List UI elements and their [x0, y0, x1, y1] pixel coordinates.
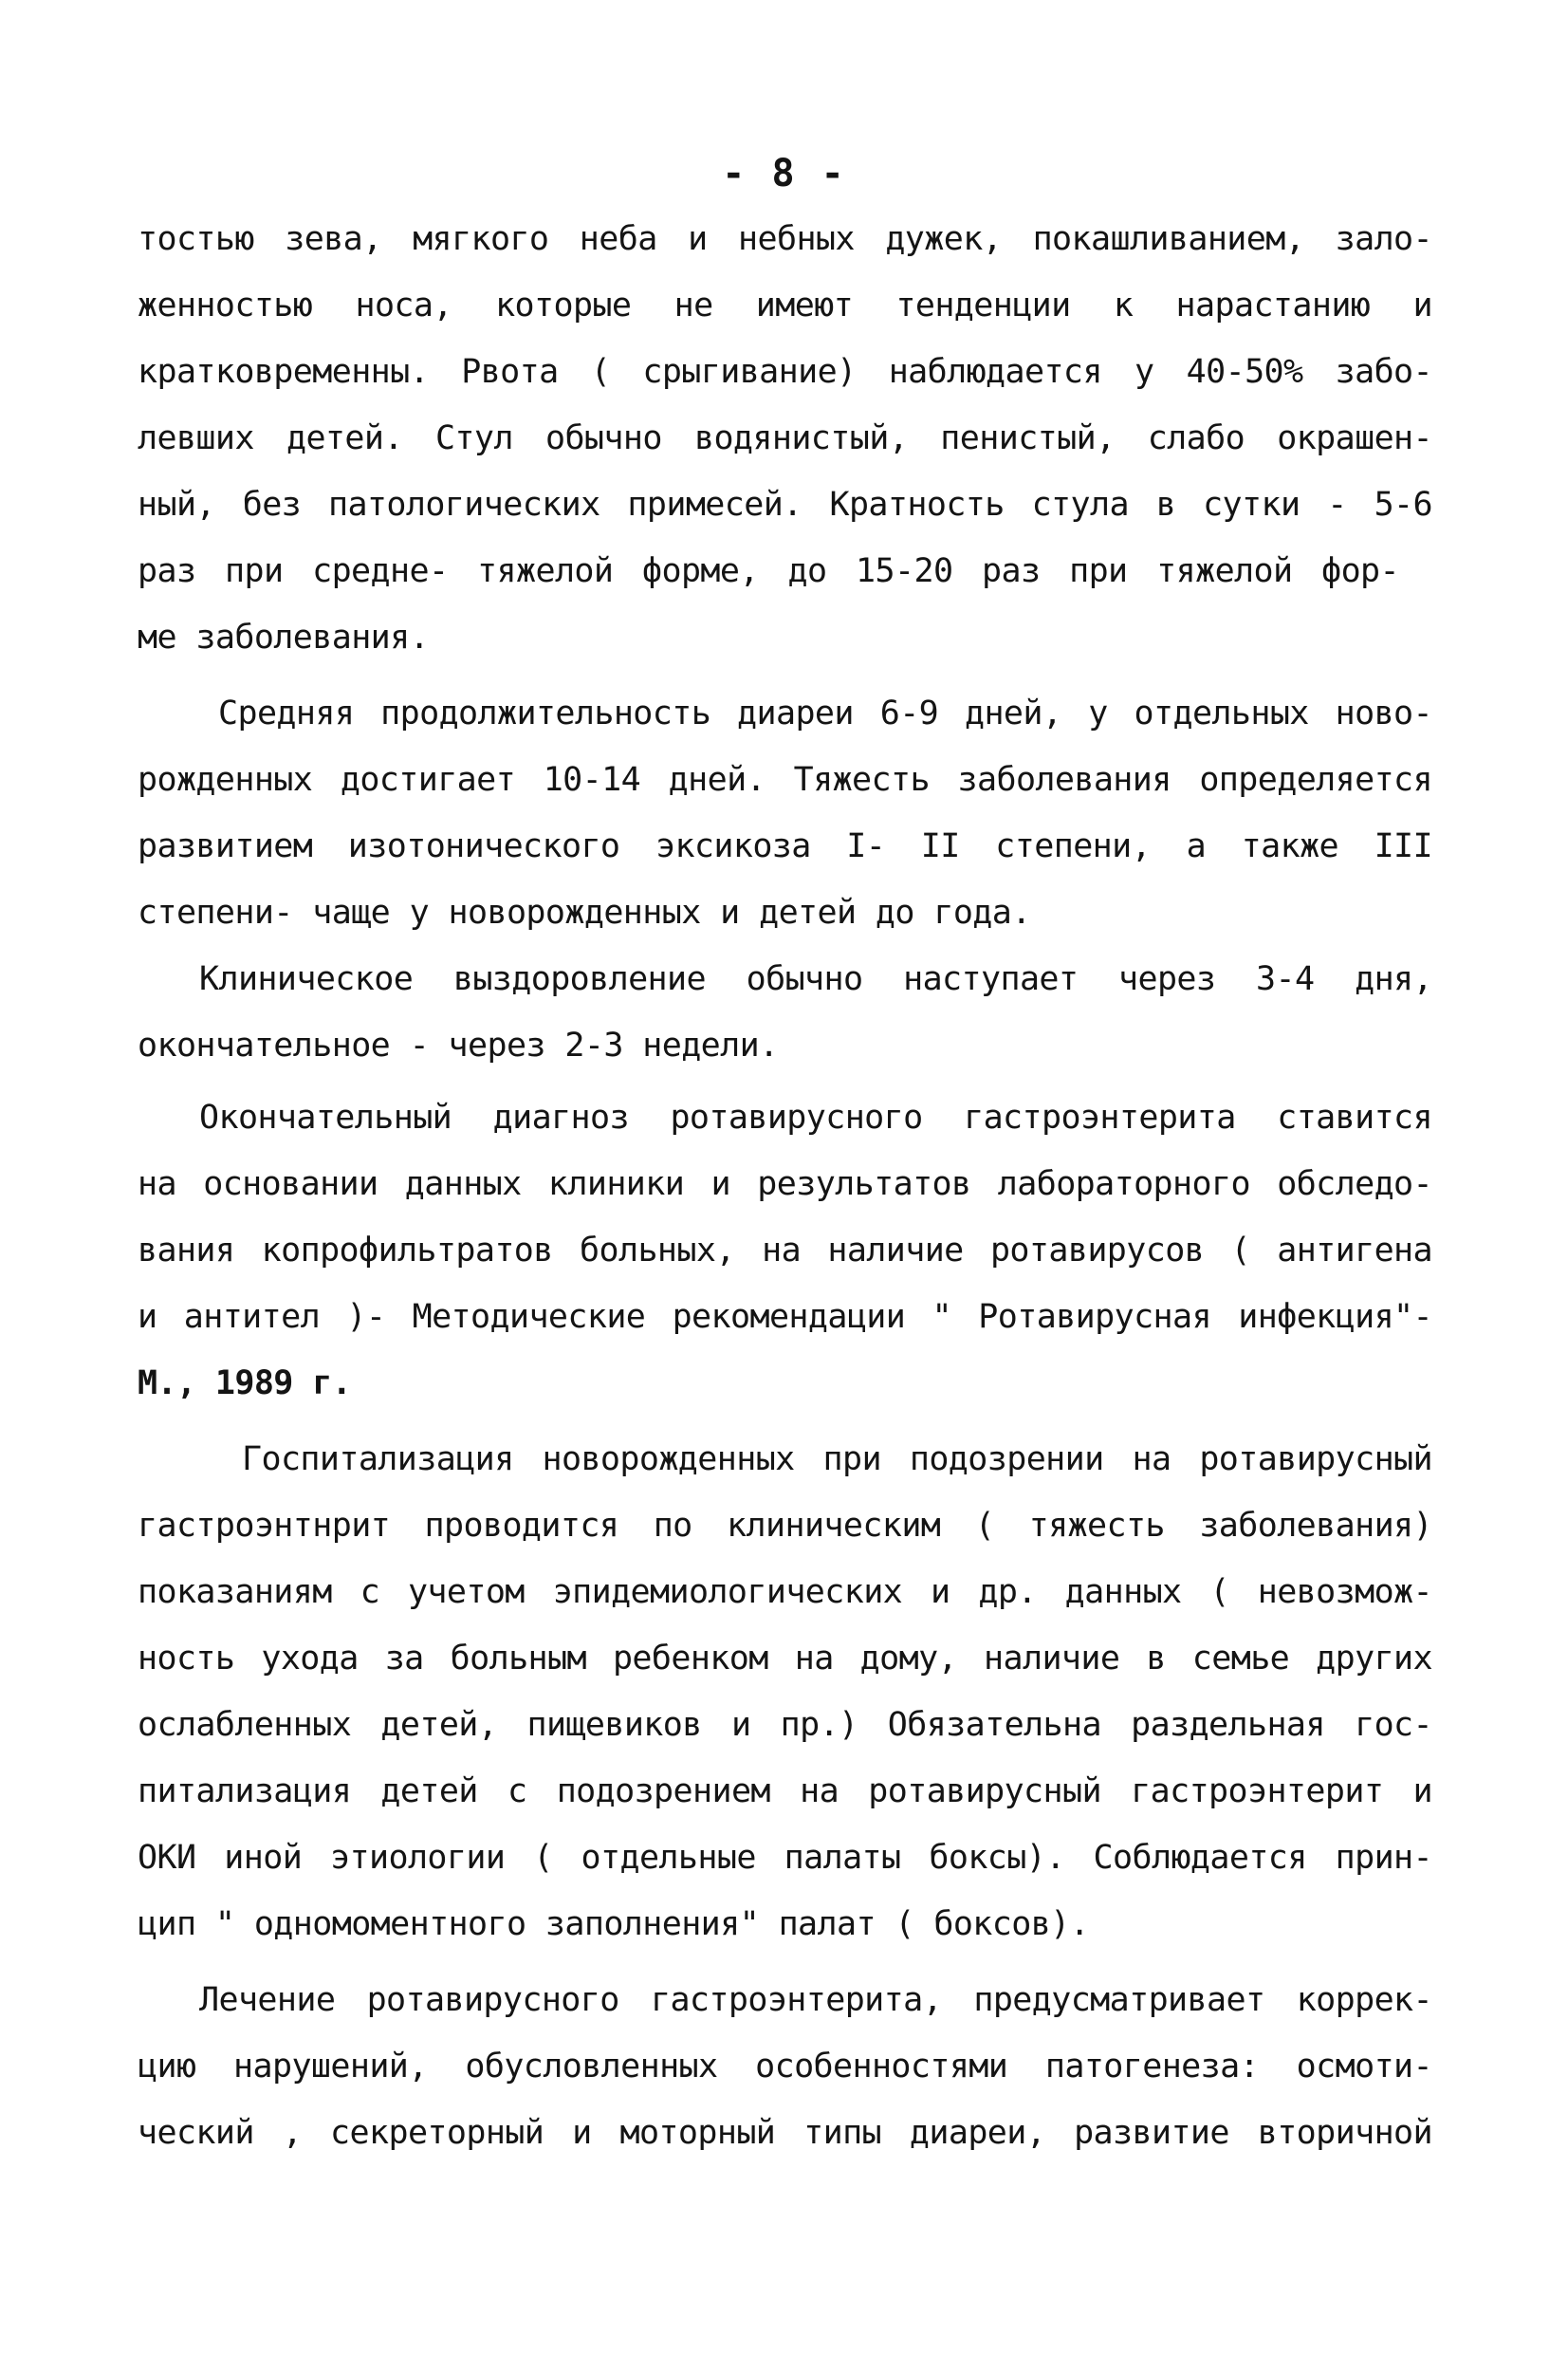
text-line: цию нарушений, обусловленных особенностями патогенеза: осмоти- [138, 2048, 1432, 2085]
text-line: гастроэнтнрит проводится по клиническим ( тяжесть заболевания) [138, 1507, 1432, 1545]
text-line: ослабленных детей, пищевиков и пр.) Обязательна раздельная гос- [138, 1706, 1432, 1744]
text-line: М., 1989 г. [138, 1364, 352, 1402]
text-line: окончательное - через 2-3 недели. [138, 1027, 779, 1065]
text-line: Средняя продолжительность диареи 6-9 дней, у отдельных ново- [218, 695, 1432, 732]
text-line: Лечение ротавирусного гастроэнтерита, предусматривает коррек- [199, 1981, 1432, 2019]
text-line: кратковременны. Рвота ( срыгивание) наблюдается у 40-50% забо- [138, 353, 1432, 391]
text-line: ный, без патологических примесей. Кратность стула в сутки - 5-6 [138, 486, 1432, 524]
text-line: раз при средне- тяжелой форме, до 15-20 раз при тяжелой фор- [138, 552, 1399, 590]
text-line: степени- чаще у новорожденных и детей до года. [138, 894, 1031, 932]
text-line: ность ухода за больным ребенком на дому, наличие в семье других [138, 1640, 1432, 1677]
text-line: вания копрофильтратов больных, на наличие ротавирусов ( антигена [138, 1232, 1432, 1270]
text-line: рожденных достигает 10-14 дней. Тяжесть заболевания определяется [138, 761, 1432, 799]
text-line: Госпитализация новорожденных при подозрении на ротавирусный [242, 1440, 1432, 1478]
text-line: Клиническое выздоровление обычно наступает через 3-4 дня, [199, 960, 1432, 998]
text-line: ОКИ иной этиологии ( отдельные палаты боксы). Соблюдается прин- [138, 1839, 1432, 1877]
text-line: развитием изотонического эксикоза I- II степени, а также III [138, 827, 1432, 865]
text-line: цип " одномоментного заполнения" палат ( боксов). [138, 1905, 1090, 1943]
text-line: ме заболевания. [138, 619, 430, 657]
page-number: - 8 - [722, 152, 846, 195]
text-line: Окончательный диагноз ротавирусного гастроэнтерита ставится [199, 1099, 1432, 1137]
text-line: тостью зева, мягкого неба и небных дужек, покашливанием, зало- [138, 220, 1432, 258]
text-line: показаниям с учетом эпидемиологических и др. данных ( невозмож- [138, 1573, 1432, 1611]
text-line: левших детей. Стул обычно водянистый, пенистый, слабо окрашен- [138, 419, 1432, 457]
text-line: на основании данных клиники и результатов лабораторного обследо- [138, 1165, 1432, 1203]
text-line: и антител )- Методические рекомендации " Ротавирусная инфекция"- [138, 1298, 1432, 1336]
text-line: женностью носа, которые не имеют тенденции к нарастанию и [138, 287, 1432, 324]
text-line: питализация детей с подозрением на ротавирусный гастроэнтерит и [138, 1772, 1432, 1810]
text-line: ческий , секреторный и моторный типы диареи, развитие вторичной [138, 2114, 1432, 2152]
